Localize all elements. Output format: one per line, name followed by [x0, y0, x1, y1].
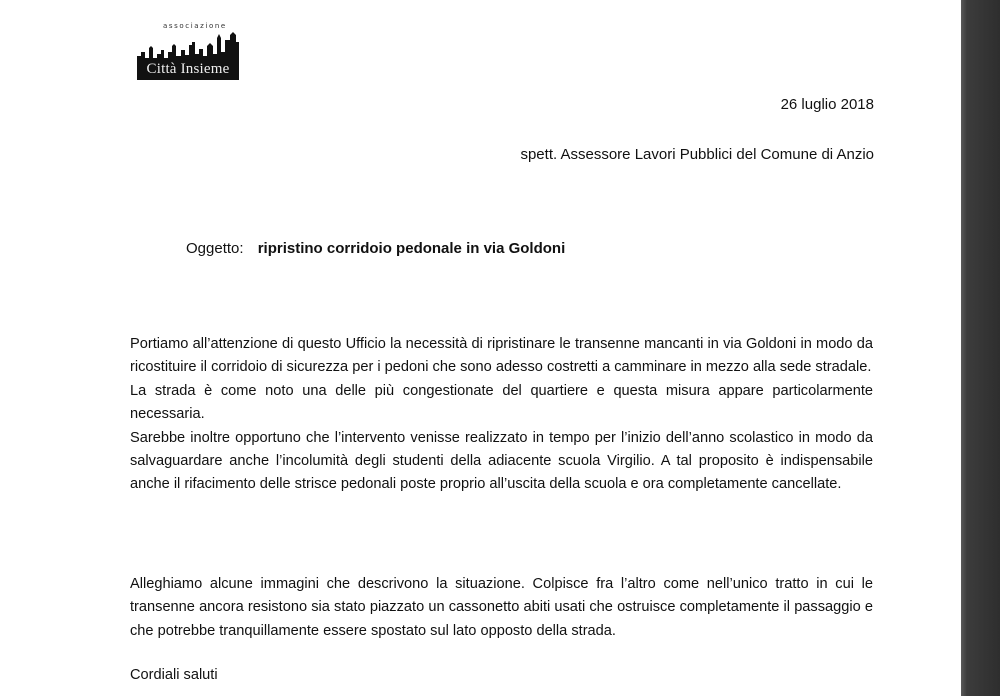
subject-text: ripristino corridoio pedonale in via Goldoni: [257, 240, 566, 257]
viewer-gutter: [961, 0, 1000, 696]
body-paragraph: La strada è come noto una delle più congestionate del quartiere e questa misura appare particolarmente necessaria.: [130, 382, 873, 423]
letter-closing: Cordiali saluti: [130, 667, 218, 683]
subject-label: Oggetto:: [186, 240, 244, 257]
association-logo: [137, 22, 239, 82]
body-paragraph: Portiamo all’attenzione di questo Ufficio la necessità di ripristinare le transenne mancanti in via Goldoni in modo da ricostituire il corridoio di sicurezza per i pedoni che sono adesso costretti a camminare in mezzo alla sede stradale.: [130, 336, 873, 376]
letter-body-first: [130, 333, 873, 497]
body-paragraph: Sarebbe inoltre opportuno che l’intervento venisse realizzato in tempo per l’inizio dell’anno scolastico in modo da salvaguardare anche l’incolumità degli studenti della adiacente scuola Virgilio. A tal proposito è indispensabile anche il rifacimento delle strisce pedonali poste proprio all’uscita della scuola e ora completamente cancellate.: [130, 429, 873, 493]
letter-subject-line: [186, 240, 565, 257]
letter-date: 26 luglio 2018: [780, 96, 874, 113]
letter-recipient: spett. Assessore Lavori Pubblici del Comune di Anzio: [520, 146, 874, 163]
letter-body-second: [130, 573, 873, 643]
body-paragraph: Alleghiamo alcune immagini che descrivono la situazione. Colpisce fra l’altro come nell’unico tratto in cui le transenne ancora resistono sia stato piazzato un cassonetto abiti usati che ostruisce completamente il passaggio e che potrebbe tranquillamente essere spostato sul lato opposto della strada.: [130, 576, 873, 639]
logo-name: Città Insieme: [137, 58, 239, 80]
logo-top-text: associazione: [163, 22, 227, 30]
